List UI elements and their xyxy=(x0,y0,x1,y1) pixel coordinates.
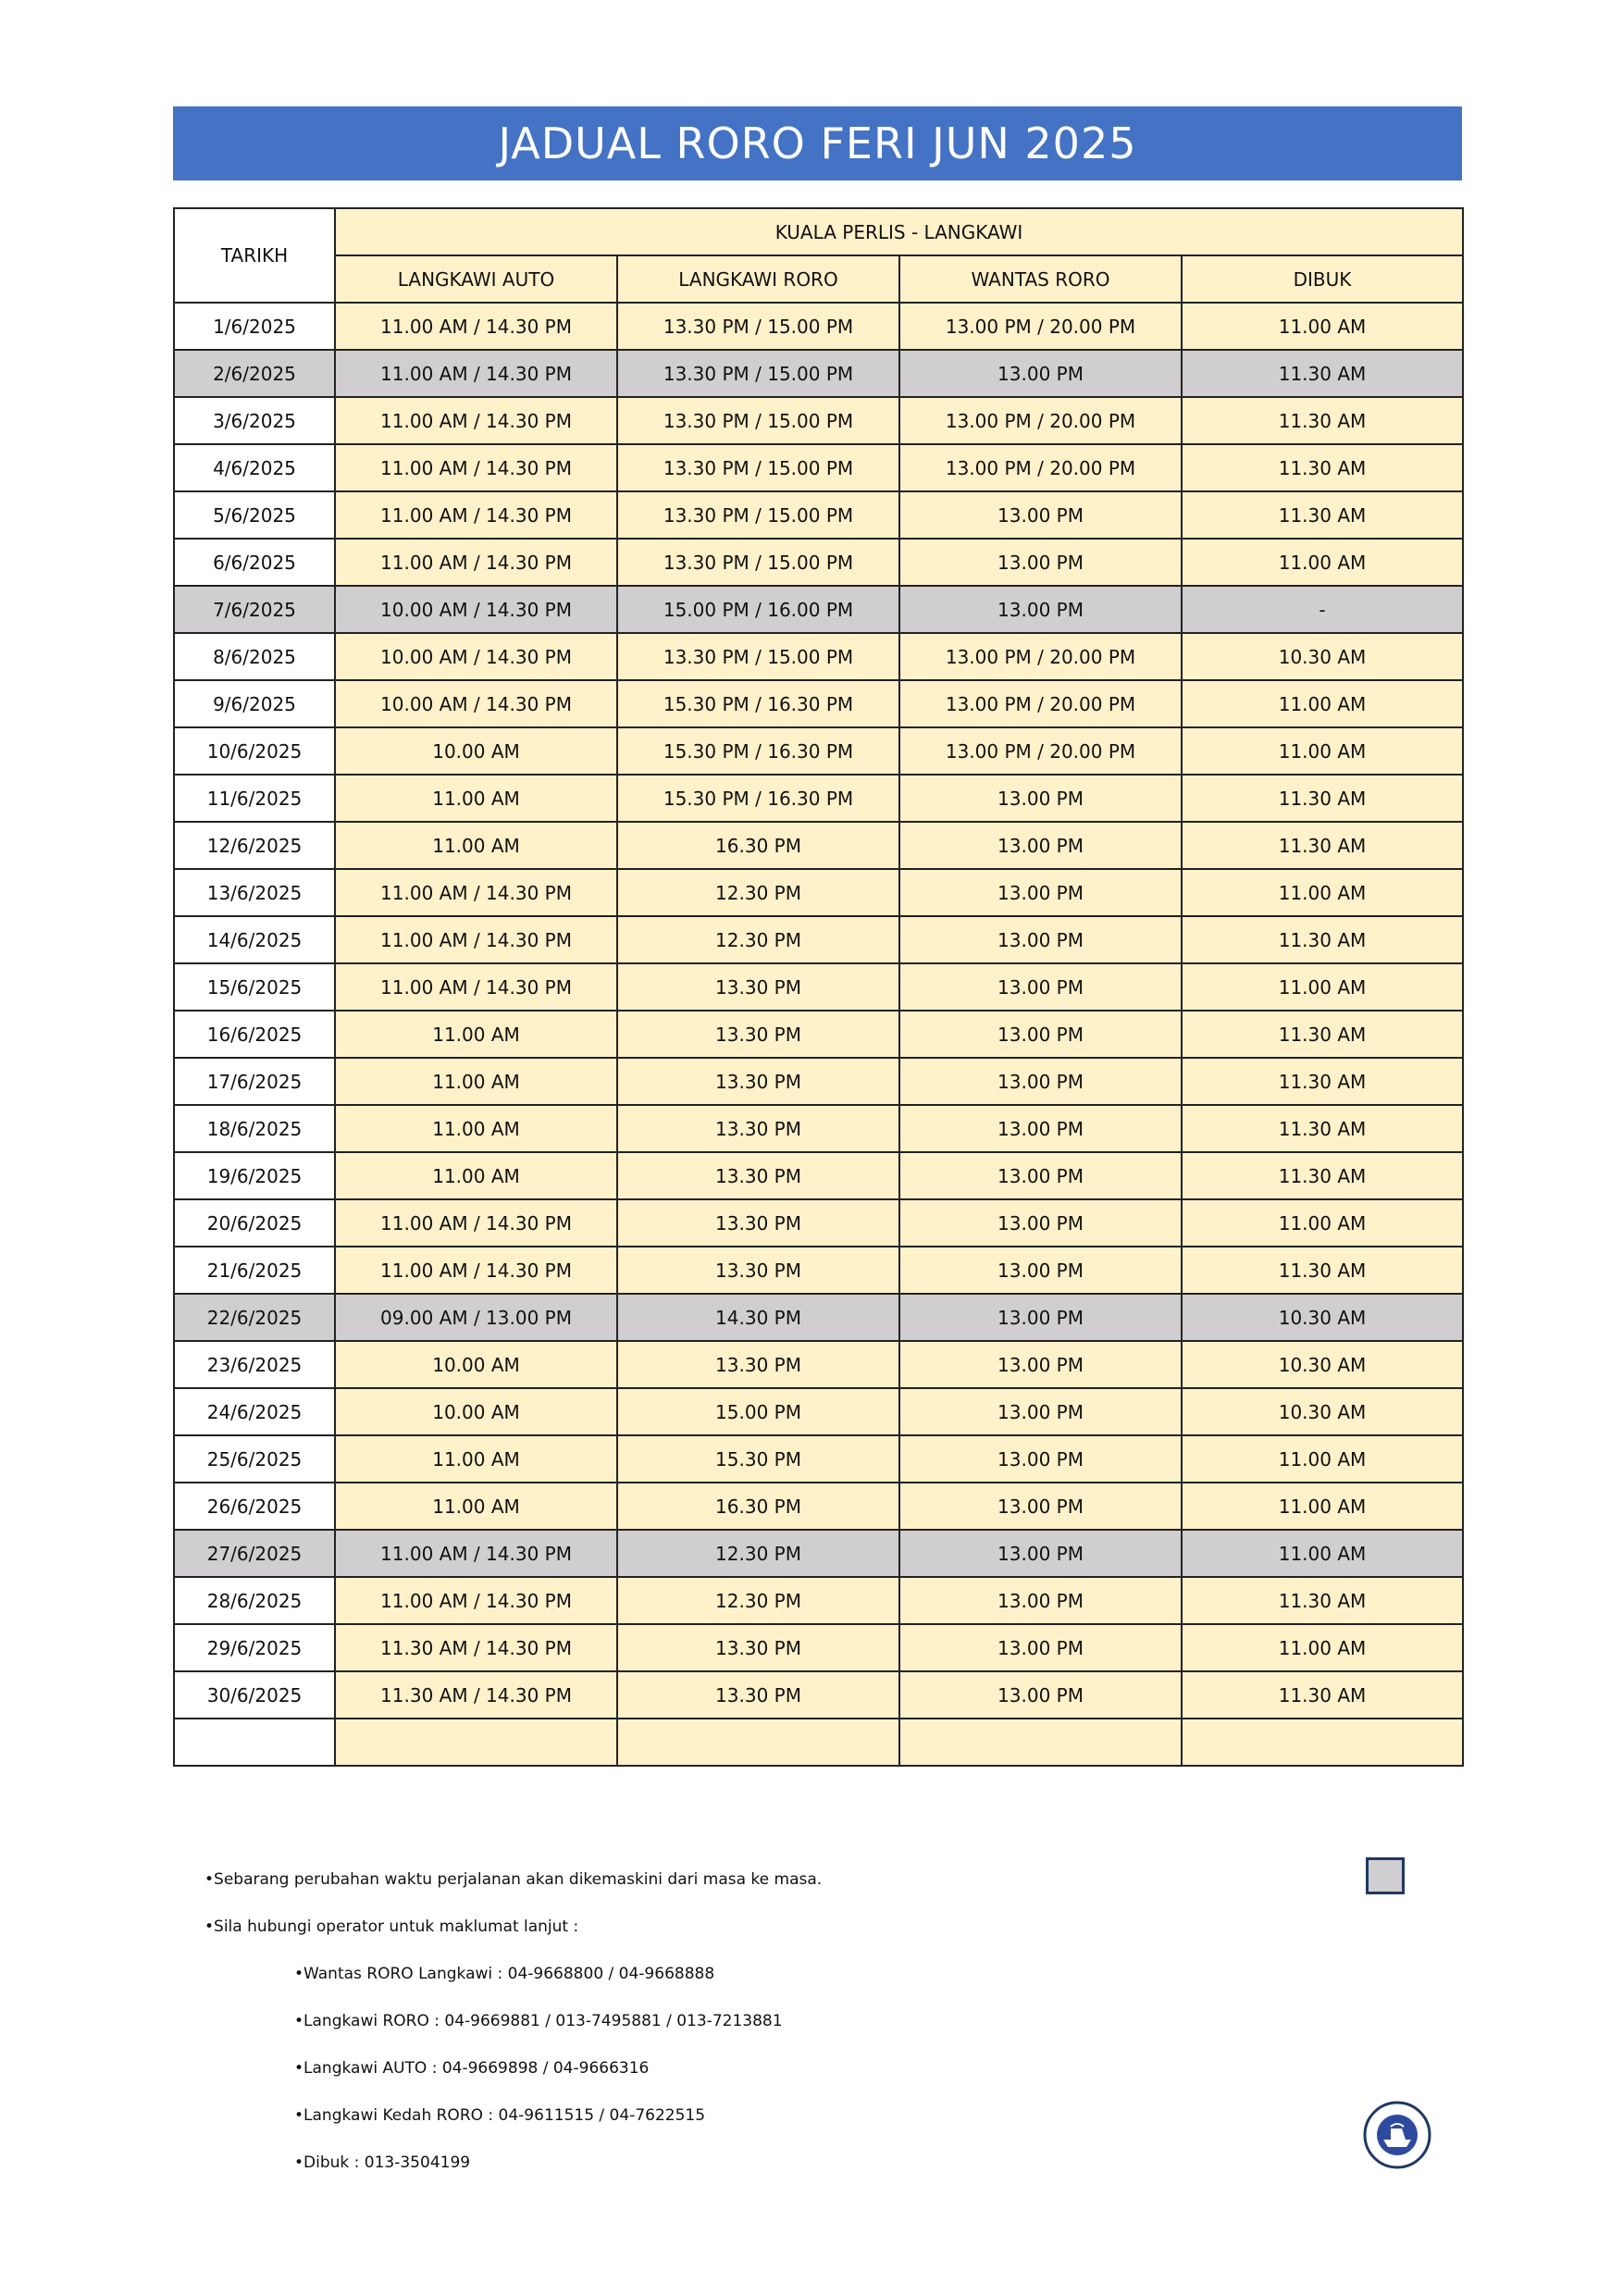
contact-langkawi-roro: •Langkawi RORO : 04-9669881 / 013-7495881 / 013-7213881 xyxy=(294,2012,783,2030)
table-row xyxy=(174,1199,1463,1247)
route-header: KUALA PERLIS - LANGKAWI xyxy=(335,208,1463,255)
cell-wantas-roro: 13.00 PM xyxy=(899,1530,1182,1577)
table-row xyxy=(174,1388,1463,1435)
row-date: 15/6/2025 xyxy=(174,963,335,1011)
table-row xyxy=(174,444,1463,491)
cell-wantas-roro: 13.00 PM xyxy=(899,1624,1182,1671)
cell-langkawi-auto: 11.30 AM / 14.30 PM xyxy=(335,1624,617,1671)
cell-dibuk: 11.30 AM xyxy=(1182,916,1463,963)
cell-langkawi-roro: 13.30 PM xyxy=(617,1152,899,1199)
table-row xyxy=(174,1624,1463,1671)
cell-langkawi-auto: 11.00 AM / 14.30 PM xyxy=(335,303,617,350)
table-row xyxy=(174,1435,1463,1483)
cell-wantas-roro: 13.00 PM / 20.00 PM xyxy=(899,727,1182,775)
table-row xyxy=(174,491,1463,539)
cell-langkawi-roro: 13.30 PM xyxy=(617,1058,899,1105)
cell-langkawi-roro: 13.30 PM xyxy=(617,1671,899,1719)
cell-langkawi-auto: 11.00 AM xyxy=(335,822,617,869)
row-date xyxy=(174,1719,335,1766)
cell-dibuk: 11.30 AM xyxy=(1182,1011,1463,1058)
contact-langkawi-auto: •Langkawi AUTO : 04-9669898 / 04-9666316 xyxy=(294,2059,650,2078)
table-row xyxy=(174,869,1463,916)
cell-langkawi-roro: 13.30 PM xyxy=(617,1199,899,1247)
cell-wantas-roro: 13.00 PM xyxy=(899,1247,1182,1294)
cell-wantas-roro: 13.00 PM xyxy=(899,1341,1182,1388)
cell-dibuk xyxy=(1182,1719,1463,1766)
row-date: 1/6/2025 xyxy=(174,303,335,350)
row-date: 13/6/2025 xyxy=(174,869,335,916)
ferry-schedule-table xyxy=(173,207,1464,1767)
cell-wantas-roro: 13.00 PM xyxy=(899,1105,1182,1152)
cell-langkawi-roro: 13.30 PM xyxy=(617,1105,899,1152)
row-date: 20/6/2025 xyxy=(174,1199,335,1247)
row-date: 19/6/2025 xyxy=(174,1152,335,1199)
row-date: 27/6/2025 xyxy=(174,1530,335,1577)
cell-langkawi-auto: 11.00 AM / 14.30 PM xyxy=(335,539,617,586)
row-date: 23/6/2025 xyxy=(174,1341,335,1388)
cell-wantas-roro: 13.00 PM xyxy=(899,869,1182,916)
table-row xyxy=(174,1341,1463,1388)
cell-langkawi-auto: 11.00 AM xyxy=(335,775,617,822)
cell-dibuk: - xyxy=(1182,586,1463,633)
cell-dibuk: 11.00 AM xyxy=(1182,680,1463,727)
row-date: 21/6/2025 xyxy=(174,1247,335,1294)
cell-dibuk: 11.00 AM xyxy=(1182,1530,1463,1577)
cell-langkawi-roro: 13.30 PM / 15.00 PM xyxy=(617,350,899,397)
cell-dibuk: 11.30 AM xyxy=(1182,1577,1463,1624)
row-date: 8/6/2025 xyxy=(174,633,335,680)
cell-langkawi-roro: 13.30 PM xyxy=(617,1247,899,1294)
table-row xyxy=(174,1671,1463,1719)
table-row xyxy=(174,680,1463,727)
table-row xyxy=(174,775,1463,822)
cell-dibuk: 11.00 AM xyxy=(1182,539,1463,586)
cell-wantas-roro: 13.00 PM xyxy=(899,963,1182,1011)
cell-langkawi-auto: 11.00 AM / 14.30 PM xyxy=(335,397,617,444)
cell-langkawi-roro: 15.30 PM xyxy=(617,1435,899,1483)
cell-wantas-roro: 13.00 PM / 20.00 PM xyxy=(899,633,1182,680)
cell-langkawi-roro: 14.30 PM xyxy=(617,1294,899,1341)
contact-wantas: •Wantas RORO Langkawi : 04-9668800 / 04-9668888 xyxy=(294,1965,715,1983)
page-title: JADUAL RORO FERI JUN 2025 xyxy=(173,106,1462,180)
table-row xyxy=(174,963,1463,1011)
cell-dibuk: 11.30 AM xyxy=(1182,397,1463,444)
table-row xyxy=(174,586,1463,633)
cell-wantas-roro: 13.00 PM xyxy=(899,916,1182,963)
table-row xyxy=(174,1011,1463,1058)
cell-langkawi-roro: 12.30 PM xyxy=(617,1530,899,1577)
cell-langkawi-roro: 13.30 PM xyxy=(617,1341,899,1388)
cell-langkawi-auto: 10.00 AM xyxy=(335,727,617,775)
cell-langkawi-auto: 11.00 AM xyxy=(335,1058,617,1105)
cell-langkawi-auto: 10.00 AM xyxy=(335,1341,617,1388)
cell-langkawi-roro: 13.30 PM / 15.00 PM xyxy=(617,397,899,444)
cell-wantas-roro: 13.00 PM xyxy=(899,1671,1182,1719)
table-row xyxy=(174,727,1463,775)
cell-dibuk: 11.30 AM xyxy=(1182,444,1463,491)
cell-langkawi-auto: 10.00 AM / 14.30 PM xyxy=(335,633,617,680)
contact-kedah-roro: •Langkawi Kedah RORO : 04-9611515 / 04-7622515 xyxy=(294,2106,706,2125)
cell-dibuk: 10.30 AM xyxy=(1182,1388,1463,1435)
operator-header-wantas-roro: WANTAS RORO xyxy=(899,255,1182,303)
cell-dibuk: 10.30 AM xyxy=(1182,1341,1463,1388)
cell-langkawi-roro: 15.30 PM / 16.30 PM xyxy=(617,775,899,822)
cell-langkawi-roro: 12.30 PM xyxy=(617,916,899,963)
cell-langkawi-auto xyxy=(335,1719,617,1766)
table-row xyxy=(174,1247,1463,1294)
cell-langkawi-roro: 15.30 PM / 16.30 PM xyxy=(617,680,899,727)
cell-dibuk: 11.30 AM xyxy=(1182,775,1463,822)
table-row xyxy=(174,1530,1463,1577)
cell-dibuk: 11.30 AM xyxy=(1182,1671,1463,1719)
row-date: 7/6/2025 xyxy=(174,586,335,633)
cell-langkawi-auto: 11.00 AM / 14.30 PM xyxy=(335,1530,617,1577)
cell-dibuk: 10.30 AM xyxy=(1182,1294,1463,1341)
cell-dibuk: 11.30 AM xyxy=(1182,1152,1463,1199)
cell-langkawi-auto: 11.00 AM / 14.30 PM xyxy=(335,1247,617,1294)
row-date: 29/6/2025 xyxy=(174,1624,335,1671)
cell-wantas-roro: 13.00 PM xyxy=(899,491,1182,539)
row-date: 12/6/2025 xyxy=(174,822,335,869)
cell-wantas-roro xyxy=(899,1719,1182,1766)
table-row xyxy=(174,539,1463,586)
row-date: 9/6/2025 xyxy=(174,680,335,727)
row-date: 30/6/2025 xyxy=(174,1671,335,1719)
cell-langkawi-roro: 13.30 PM / 15.00 PM xyxy=(617,539,899,586)
table-row xyxy=(174,916,1463,963)
date-column-header: TARIKH xyxy=(174,208,335,303)
cell-dibuk: 11.00 AM xyxy=(1182,869,1463,916)
cell-dibuk: 11.30 AM xyxy=(1182,822,1463,869)
cell-wantas-roro: 13.00 PM xyxy=(899,822,1182,869)
cell-dibuk: 11.00 AM xyxy=(1182,1199,1463,1247)
row-date: 16/6/2025 xyxy=(174,1011,335,1058)
cell-dibuk: 11.30 AM xyxy=(1182,1247,1463,1294)
row-date: 6/6/2025 xyxy=(174,539,335,586)
table-row xyxy=(174,303,1463,350)
cell-langkawi-roro: 13.30 PM / 15.00 PM xyxy=(617,633,899,680)
note-update: •Sebarang perubahan waktu perjalanan akan dikemaskini dari masa ke masa. xyxy=(204,1870,823,1889)
cell-langkawi-auto: 10.00 AM / 14.30 PM xyxy=(335,586,617,633)
cell-wantas-roro: 13.00 PM / 20.00 PM xyxy=(899,444,1182,491)
cell-langkawi-roro: 16.30 PM xyxy=(617,822,899,869)
table-row xyxy=(174,397,1463,444)
cell-langkawi-auto: 11.00 AM xyxy=(335,1483,617,1530)
cell-langkawi-auto: 11.00 AM xyxy=(335,1152,617,1199)
cell-wantas-roro: 13.00 PM xyxy=(899,586,1182,633)
row-date: 26/6/2025 xyxy=(174,1483,335,1530)
row-date: 22/6/2025 xyxy=(174,1294,335,1341)
cell-langkawi-roro: 13.30 PM xyxy=(617,1011,899,1058)
table-row xyxy=(174,350,1463,397)
cell-wantas-roro: 13.00 PM xyxy=(899,350,1182,397)
cell-langkawi-roro: 13.30 PM / 15.00 PM xyxy=(617,491,899,539)
cell-dibuk: 11.00 AM xyxy=(1182,1624,1463,1671)
table-row xyxy=(174,1719,1463,1766)
row-date: 18/6/2025 xyxy=(174,1105,335,1152)
cell-wantas-roro: 13.00 PM xyxy=(899,539,1182,586)
table-row xyxy=(174,1058,1463,1105)
cell-langkawi-auto: 10.00 AM xyxy=(335,1388,617,1435)
cell-langkawi-auto: 09.00 AM / 13.00 PM xyxy=(335,1294,617,1341)
table-row xyxy=(174,1152,1463,1199)
cell-langkawi-roro: 16.30 PM xyxy=(617,1483,899,1530)
table-row xyxy=(174,633,1463,680)
note-contact: •Sila hubungi operator untuk maklumat lanjut : xyxy=(204,1917,579,1936)
cell-langkawi-auto: 11.00 AM / 14.30 PM xyxy=(335,491,617,539)
cell-wantas-roro: 13.00 PM xyxy=(899,1152,1182,1199)
operator-header-dibuk: DIBUK xyxy=(1182,255,1463,303)
row-date: 17/6/2025 xyxy=(174,1058,335,1105)
cell-wantas-roro: 13.00 PM xyxy=(899,1199,1182,1247)
cell-dibuk: 11.30 AM xyxy=(1182,491,1463,539)
cell-langkawi-auto: 11.00 AM xyxy=(335,1105,617,1152)
cell-wantas-roro: 13.00 PM xyxy=(899,1058,1182,1105)
cell-langkawi-auto: 11.00 AM / 14.30 PM xyxy=(335,444,617,491)
table-row xyxy=(174,1577,1463,1624)
cell-wantas-roro: 13.00 PM / 20.00 PM xyxy=(899,303,1182,350)
cell-dibuk: 10.30 AM xyxy=(1182,633,1463,680)
cell-dibuk: 11.00 AM xyxy=(1182,1435,1463,1483)
cell-wantas-roro: 13.00 PM xyxy=(899,1577,1182,1624)
row-date: 2/6/2025 xyxy=(174,350,335,397)
cell-langkawi-roro: 12.30 PM xyxy=(617,869,899,916)
cell-langkawi-roro: 13.30 PM xyxy=(617,963,899,1011)
contact-dibuk: •Dibuk : 013-3504199 xyxy=(294,2153,471,2172)
operator-header-langkawi-auto: LANGKAWI AUTO xyxy=(335,255,617,303)
row-date: 24/6/2025 xyxy=(174,1388,335,1435)
cell-langkawi-roro xyxy=(617,1719,899,1766)
legend-grey-box xyxy=(1366,1857,1405,1894)
cell-langkawi-roro: 13.30 PM / 15.00 PM xyxy=(617,444,899,491)
cell-langkawi-auto: 11.00 AM / 14.30 PM xyxy=(335,869,617,916)
cell-langkawi-roro: 12.30 PM xyxy=(617,1577,899,1624)
cell-langkawi-auto: 11.00 AM xyxy=(335,1011,617,1058)
cell-wantas-roro: 13.00 PM xyxy=(899,1483,1182,1530)
row-date: 28/6/2025 xyxy=(174,1577,335,1624)
cell-wantas-roro: 13.00 PM xyxy=(899,775,1182,822)
cell-langkawi-roro: 15.30 PM / 16.30 PM xyxy=(617,727,899,775)
row-date: 4/6/2025 xyxy=(174,444,335,491)
row-date: 3/6/2025 xyxy=(174,397,335,444)
cell-dibuk: 11.30 AM xyxy=(1182,1105,1463,1152)
cell-wantas-roro: 13.00 PM xyxy=(899,1294,1182,1341)
table-row xyxy=(174,1483,1463,1530)
cell-wantas-roro: 13.00 PM xyxy=(899,1011,1182,1058)
cell-langkawi-auto: 11.00 AM / 14.30 PM xyxy=(335,963,617,1011)
cell-langkawi-roro: 15.00 PM xyxy=(617,1388,899,1435)
cell-dibuk: 11.30 AM xyxy=(1182,1058,1463,1105)
row-date: 11/6/2025 xyxy=(174,775,335,822)
row-date: 14/6/2025 xyxy=(174,916,335,963)
cell-wantas-roro: 13.00 PM / 20.00 PM xyxy=(899,680,1182,727)
cell-langkawi-auto: 10.00 AM / 14.30 PM xyxy=(335,680,617,727)
cell-dibuk: 11.00 AM xyxy=(1182,963,1463,1011)
cell-langkawi-auto: 11.00 AM / 14.30 PM xyxy=(335,350,617,397)
cell-dibuk: 11.30 AM xyxy=(1182,350,1463,397)
cell-langkawi-roro: 13.30 PM xyxy=(617,1624,899,1671)
cell-dibuk: 11.00 AM xyxy=(1182,1483,1463,1530)
cell-dibuk: 11.00 AM xyxy=(1182,303,1463,350)
row-date: 25/6/2025 xyxy=(174,1435,335,1483)
table-row xyxy=(174,1105,1463,1152)
table-row xyxy=(174,1294,1463,1341)
cell-wantas-roro: 13.00 PM xyxy=(899,1435,1182,1483)
ferry-logo-icon xyxy=(1363,2101,1431,2169)
operator-header-langkawi-roro: LANGKAWI RORO xyxy=(617,255,899,303)
cell-langkawi-roro: 13.30 PM / 15.00 PM xyxy=(617,303,899,350)
table-row xyxy=(174,822,1463,869)
cell-dibuk: 11.00 AM xyxy=(1182,727,1463,775)
cell-langkawi-auto: 11.00 AM xyxy=(335,1435,617,1483)
cell-langkawi-auto: 11.30 AM / 14.30 PM xyxy=(335,1671,617,1719)
cell-langkawi-roro: 15.00 PM / 16.00 PM xyxy=(617,586,899,633)
schedule-rows xyxy=(174,303,1463,1766)
cell-wantas-roro: 13.00 PM / 20.00 PM xyxy=(899,397,1182,444)
row-date: 10/6/2025 xyxy=(174,727,335,775)
row-date: 5/6/2025 xyxy=(174,491,335,539)
cell-langkawi-auto: 11.00 AM / 14.30 PM xyxy=(335,1199,617,1247)
cell-langkawi-auto: 11.00 AM / 14.30 PM xyxy=(335,916,617,963)
cell-wantas-roro: 13.00 PM xyxy=(899,1388,1182,1435)
cell-langkawi-auto: 11.00 AM / 14.30 PM xyxy=(335,1577,617,1624)
